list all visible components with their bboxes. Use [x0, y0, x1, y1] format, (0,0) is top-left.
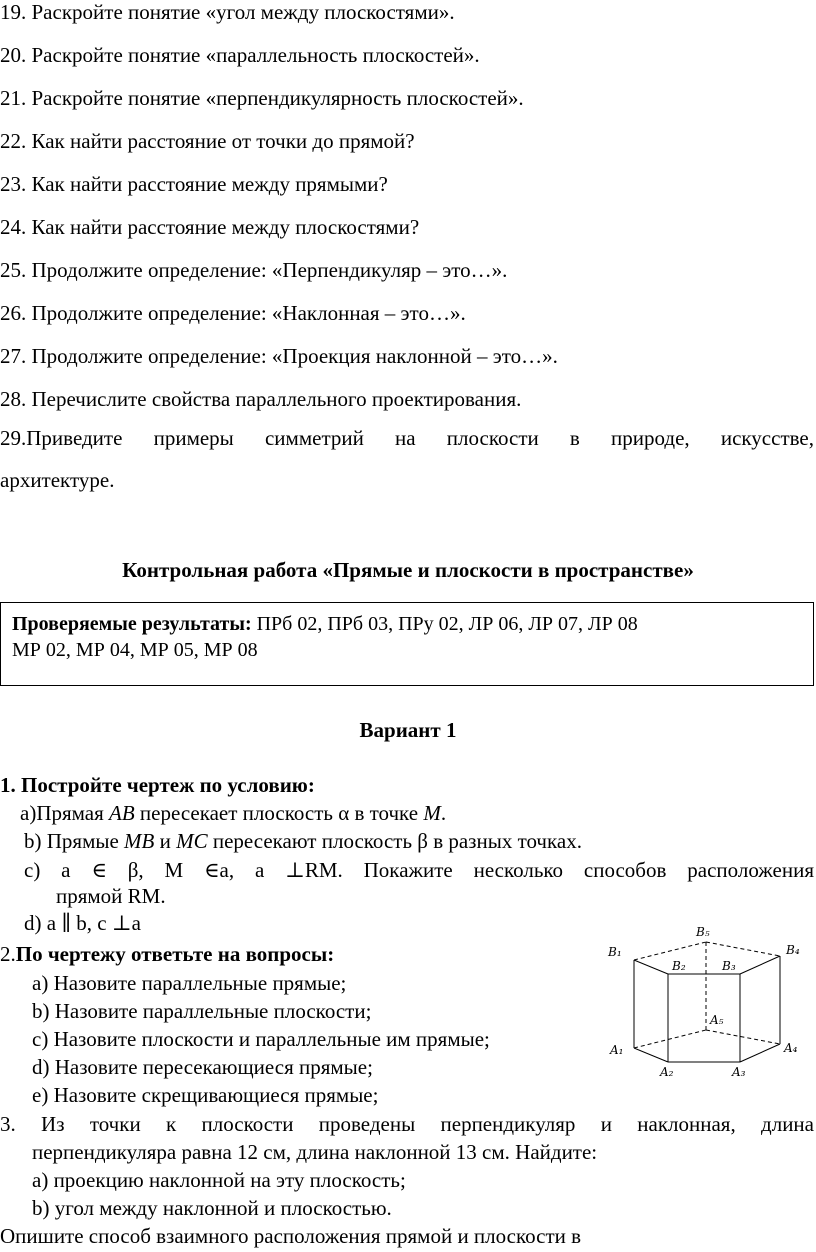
label-a5: A₅ — [710, 1013, 724, 1027]
label-b4: B₄ — [786, 943, 800, 957]
task1-item-c-line2: прямой RM. — [56, 884, 166, 908]
question-23: 23. Как найти расстояние между прямыми? — [0, 172, 388, 196]
last-line: Опишите способ взаимного расположения прямой и плоскости в — [0, 1224, 582, 1248]
task2-item-a: a) Назовите параллельные прямые; — [32, 971, 347, 995]
task3-line2: перпендикуляра равна 12 см, длина наклонной 13 см. Найдите: — [32, 1140, 598, 1164]
question-22: 22. Как найти расстояние от точки до прямой? — [0, 129, 415, 153]
label-a2: A₂ — [660, 1065, 674, 1079]
task2-item-d: d) Назовите пересекающиеся прямые; — [32, 1055, 373, 1079]
task1-item-a: а)Прямая AB пересекает плоскость α в точке M. — [20, 801, 447, 825]
results-label: Проверяемые результаты: — [12, 613, 252, 635]
results-codes-1: ПРб 02, ПРб 03, ПРу 02, ЛР 06, ЛР 07, ЛР 08 — [251, 613, 638, 635]
results-line-2: МР 02, МР 04, МР 05, МР 08 — [12, 639, 258, 661]
task3-line1: 3. Из точки к плоскости проведены перпендикуляр и наклонная, длина — [0, 1112, 814, 1136]
label-a4: A₄ — [784, 1041, 798, 1055]
task2-item-c: c) Назовите плоскости и параллельные им прямые; — [32, 1027, 490, 1051]
task2-title: 2.По чертежу ответьте на вопросы: — [0, 942, 335, 966]
label-b1: B₁ — [608, 945, 622, 959]
question-29-line1: 29.Приведите примеры симметрий на плоскости в природе, искусстве, — [0, 426, 814, 450]
task3-item-b: b) угол между наклонной и плоскостью. — [32, 1196, 392, 1220]
prism-figure — [600, 920, 810, 1080]
results-box — [0, 602, 814, 686]
results-line-1 — [12, 613, 638, 636]
question-21: 21. Раскройте понятие «перпендикулярность плоскостей». — [0, 86, 524, 110]
task1-item-c-line1: c) a ∈ β, M ∈a, a ⊥RM. Покажите несколько способов расположения — [24, 858, 814, 882]
task2-item-b: b) Назовите параллельные плоскости; — [32, 999, 372, 1023]
task2-item-e: e) Назовите скрещивающиеся прямые; — [32, 1083, 379, 1107]
variant-title: Вариант 1 — [359, 718, 457, 742]
question-19: 19. Раскройте понятие «угол между плоскостями». — [0, 0, 455, 24]
question-28: 28. Перечислите свойства параллельного проектирования. — [0, 387, 522, 411]
test-title: Контрольная работа «Прямые и плоскости в пространстве» — [122, 558, 694, 582]
label-b5: B₅ — [696, 925, 710, 939]
question-26: 26. Продолжите определение: «Наклонная – это…». — [0, 301, 466, 325]
task1-item-d: d) a ∥ b, c ⊥a — [24, 911, 141, 935]
question-25: 25. Продолжите определение: «Перпендикуляр – это…». — [0, 258, 508, 282]
label-b2: B₂ — [672, 959, 686, 973]
question-20: 20. Раскройте понятие «параллельность плоскостей». — [0, 43, 480, 67]
question-29-line2: архитектуре. — [0, 468, 115, 492]
label-a3: A₃ — [732, 1065, 746, 1079]
question-24: 24. Как найти расстояние между плоскостями? — [0, 215, 420, 239]
task1-title: 1. Постройте чертеж по условию: — [0, 773, 315, 797]
question-27: 27. Продолжите определение: «Проекция наклонной – это…». — [0, 344, 558, 368]
label-b3: B₃ — [722, 959, 736, 973]
task3-item-a: a) проекцию наклонной на эту плоскость; — [32, 1168, 406, 1192]
task1-item-b: b) Прямые MB и MC пересекают плоскость β в разных точках. — [24, 829, 582, 853]
label-a1: A₁ — [610, 1043, 624, 1057]
